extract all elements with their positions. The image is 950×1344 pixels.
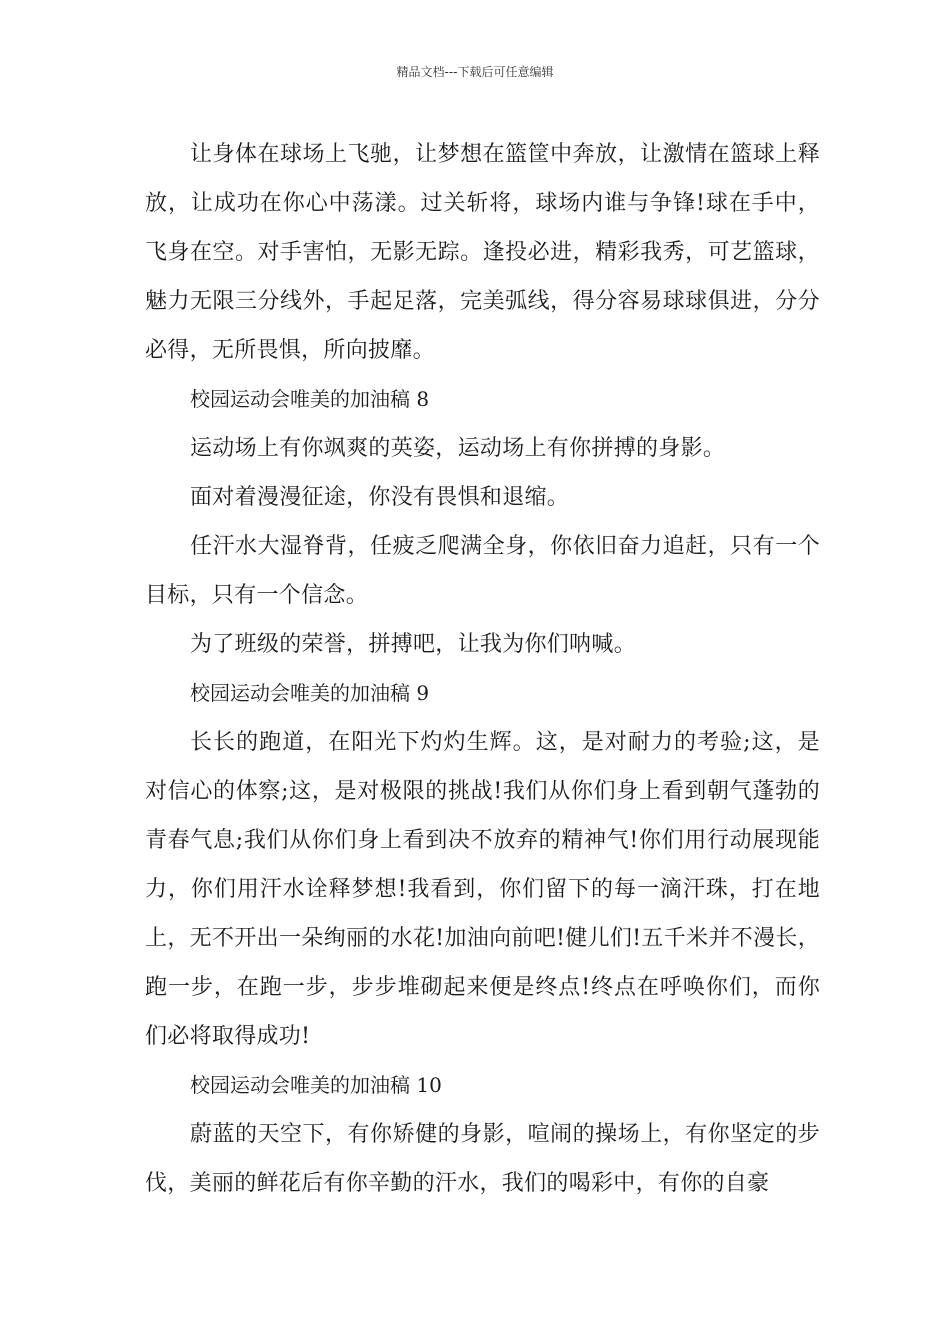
paragraph: 任汗水大湿脊背，任疲乏爬满全身，你依旧奋力追赶，只有一个目标，只有一个信念。 — [145, 534, 820, 608]
section-heading-8: 校园运动会唯美的加油稿 8 — [190, 387, 430, 411]
section-heading-9: 校园运动会唯美的加油稿 9 — [190, 681, 430, 705]
page-header: 精品文档---下载后可任意编辑 — [396, 65, 554, 79]
paragraph: 面对着漫漫征途，你没有畏惧和退缩。 — [190, 485, 570, 510]
section-heading-10: 校园运动会唯美的加油稿 10 — [190, 1073, 442, 1097]
paragraph: 为了班级的荣誉，拼搏吧，让我为你们呐喊。 — [190, 632, 637, 657]
document-body — [145, 130, 820, 1208]
paragraph: 长长的跑道，在阳光下灼灼生辉。这，是对耐力的考验;这，是对信心的体察;这，是对极限的挑战!我们从你们身上看到朝气蓬勃的青春气息;我们从你们身上看到决不放弃的精神气!你们用行动展现能力，你们用汗水诠释梦想!我看到，你们留下的每一滴汗珠，打在地上，无不开出一朵绚丽的水花!加油向前吧!健儿们!五千米并不漫长，跑一步，在跑一步，步步堆砌起来便是终点!终点在呼唤你们，而你们必将取得成功! — [145, 730, 820, 1049]
paragraph: 运动场上有你飒爽的英姿，运动场上有你拼搏的身影。 — [190, 436, 726, 461]
paragraph-basketball: 让身体在球场上飞驰，让梦想在篮筐中奔放，让激情在篮球上释放，让成功在你心中荡漾。过关斩将，球场内谁与争锋!球在手中，飞身在空。对手害怕，无影无踪。逢投必进，精彩我秀，可艺篮球，魅力无限三分线外，手起足落，完美弧线，得分容易球球俱进，分分必得，无所畏惧，所向披靡。 — [145, 142, 820, 363]
paragraph: 蔚蓝的天空下，有你矫健的身影，喧闹的操场上，有你坚定的步伐，美丽的鲜花后有你辛勤的汗水，我们的喝彩中，有你的自豪 — [145, 1122, 820, 1196]
